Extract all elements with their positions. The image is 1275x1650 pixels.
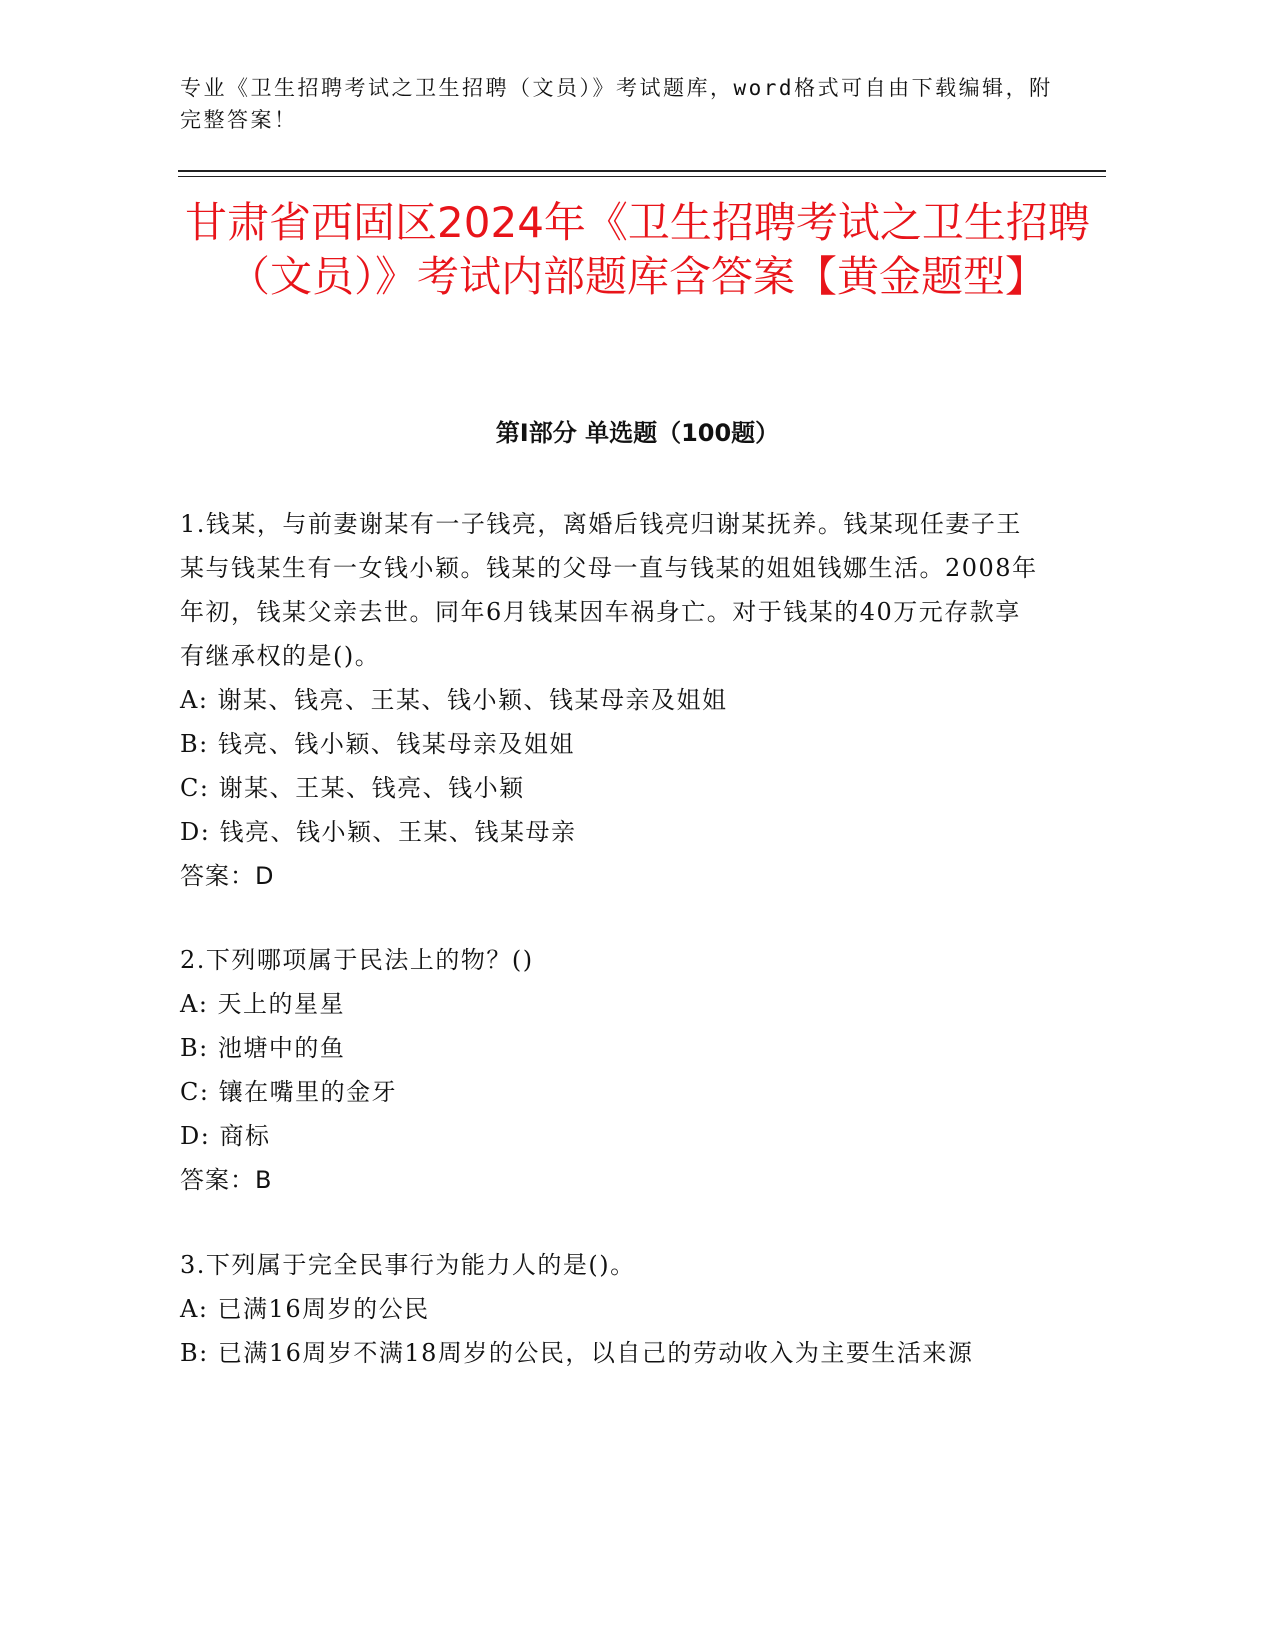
option-c: C: 谢某、王某、钱亮、钱小颖	[180, 774, 525, 802]
option-b: B: 已满16周岁不满18周岁的公民，以自己的劳动收入为主要生活来源	[180, 1339, 974, 1367]
question-1	[180, 502, 1040, 898]
header-divider-thin	[178, 176, 1106, 177]
answer: 答案：D	[180, 862, 275, 890]
question-stem: 1.钱某，与前妻谢某有一子钱亮，离婚后钱亮归谢某抚养。钱某现任妻子王某与钱某生有一女钱小颖。钱某的父母一直与钱某的姐姐钱娜生活。2008年年初，钱某父亲去世。同年6月钱某因车祸身亡。对于钱某的40万元存款享有继承权的是()。	[180, 510, 1038, 670]
question-3	[180, 1243, 1040, 1375]
header-divider	[178, 170, 1106, 172]
section-heading: 第Ⅰ部分 单选题（100题）	[495, 419, 780, 447]
option-a: A: 谢某、钱亮、王某、钱小颖、钱某母亲及姐姐	[180, 686, 728, 714]
option-c: C: 镶在嘴里的金牙	[180, 1078, 398, 1106]
question-stem: 3.下列属于完全民事行为能力人的是()。	[180, 1251, 636, 1279]
document-title: 甘肃省西固区2024年《卫生招聘考试之卫生招聘（文员）》考试内部题库含答案【黄金题型】	[185, 198, 1090, 301]
header-note: 专业《卫生招聘考试之卫生招聘（文员）》考试题库，word格式可自由下载编辑，附完整答案！	[180, 76, 1053, 132]
option-a: A: 已满16周岁的公民	[180, 1295, 430, 1323]
question-2	[180, 938, 1040, 1202]
option-b: B: 钱亮、钱小颖、钱某母亲及姐姐	[180, 730, 575, 758]
answer: 答案：B	[180, 1166, 273, 1194]
option-a: A: 天上的星星	[180, 990, 346, 1018]
question-stem: 2.下列哪项属于民法上的物？()	[180, 946, 534, 974]
option-d: D: 钱亮、钱小颖、王某、钱某母亲	[180, 818, 577, 846]
option-d: D: 商标	[180, 1122, 271, 1150]
option-b: B: 池塘中的鱼	[180, 1034, 346, 1062]
